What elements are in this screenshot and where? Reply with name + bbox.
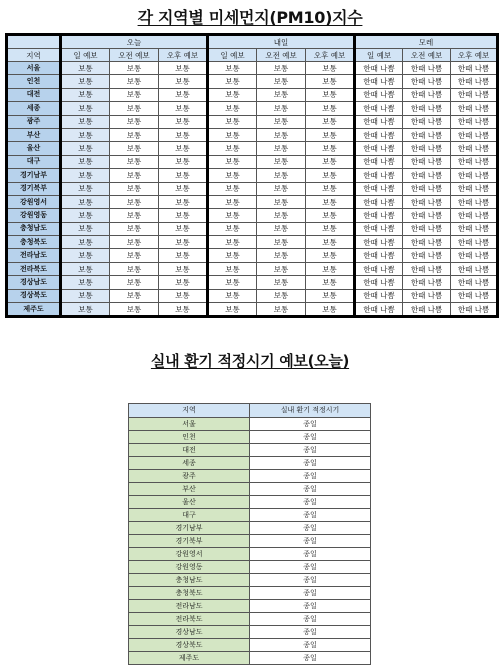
- forecast-cell: 보통: [306, 236, 355, 249]
- region-cell: 경상북도: [7, 289, 61, 302]
- forecast-cell: 한때 나쁨: [451, 115, 498, 128]
- region-cell: 인천: [7, 75, 61, 88]
- table-row: [129, 535, 371, 548]
- forecast-cell: 보통: [159, 75, 208, 88]
- forecast-cell: 보통: [257, 249, 306, 262]
- forecast-cell: 보통: [110, 195, 159, 208]
- forecast-cell: 한때 나쁨: [403, 102, 451, 115]
- forecast-cell: 한때 나쁨: [355, 303, 403, 317]
- forecast-cell: 한때 나쁨: [403, 222, 451, 235]
- forecast-cell: 한때 나쁨: [451, 62, 498, 75]
- table-row: [7, 128, 498, 141]
- forecast-cell: 보통: [61, 155, 110, 168]
- forecast-cell: 보통: [306, 142, 355, 155]
- forecast-cell: 한때 나쁨: [451, 195, 498, 208]
- forecast-cell: 보통: [61, 303, 110, 317]
- forecast-cell: 보통: [257, 169, 306, 182]
- forecast-cell: 보통: [61, 115, 110, 128]
- region-cell: 경기북부: [129, 535, 250, 548]
- forecast-cell: 한때 나쁨: [403, 249, 451, 262]
- forecast-cell: 보통: [257, 142, 306, 155]
- forecast-cell: 보통: [110, 142, 159, 155]
- region-cell: 광주: [129, 470, 250, 483]
- table-row: [7, 303, 498, 317]
- forecast-cell: 보통: [110, 262, 159, 275]
- group-header-tomorrow: 내일: [208, 35, 355, 49]
- forecast-cell: 보통: [257, 262, 306, 275]
- forecast-cell: 보통: [61, 276, 110, 289]
- forecast-cell: 보통: [208, 209, 257, 222]
- forecast-cell: 한때 나쁨: [355, 222, 403, 235]
- forecast-cell: 한때 나쁨: [403, 75, 451, 88]
- forecast-cell: 보통: [306, 75, 355, 88]
- group-header-day-after: 모레: [355, 35, 498, 49]
- forecast-cell: 보통: [110, 128, 159, 141]
- table-row: [7, 155, 498, 168]
- ventilation-time-cell: 종일: [250, 561, 371, 574]
- region-cell: 충청남도: [129, 574, 250, 587]
- forecast-cell: 보통: [159, 128, 208, 141]
- forecast-cell: 한때 나쁨: [403, 289, 451, 302]
- table-row: [129, 509, 371, 522]
- forecast-cell: 한때 나쁨: [451, 128, 498, 141]
- forecast-cell: 보통: [306, 169, 355, 182]
- ventilation-title: 실내 환기 적정시기 예보(오늘): [150, 352, 350, 370]
- forecast-cell: 보통: [208, 289, 257, 302]
- forecast-cell: 한때 나쁨: [355, 209, 403, 222]
- forecast-cell: 보통: [208, 62, 257, 75]
- region-cell: 세종: [7, 102, 61, 115]
- forecast-cell: 한때 나쁨: [355, 115, 403, 128]
- forecast-cell: 보통: [159, 249, 208, 262]
- region-column-header: 지역: [7, 49, 61, 62]
- forecast-cell: 보통: [110, 289, 159, 302]
- forecast-cell: 보통: [257, 115, 306, 128]
- region-cell: 대구: [7, 155, 61, 168]
- forecast-cell: 한때 나쁨: [451, 102, 498, 115]
- forecast-cell: 보통: [306, 115, 355, 128]
- forecast-cell: 보통: [208, 276, 257, 289]
- forecast-cell: 보통: [208, 182, 257, 195]
- subheader-am: 오전 예보: [257, 49, 306, 62]
- table-row: [7, 169, 498, 182]
- table-row: [129, 613, 371, 626]
- table-row: [129, 457, 371, 470]
- table-row: [7, 75, 498, 88]
- subheader-am: 오전 예보: [110, 49, 159, 62]
- ventilation-time-cell: 종일: [250, 535, 371, 548]
- forecast-cell: 한때 나쁨: [355, 249, 403, 262]
- table-row: [7, 102, 498, 115]
- forecast-cell: 보통: [159, 88, 208, 101]
- forecast-cell: 보통: [306, 222, 355, 235]
- table-row: [129, 548, 371, 561]
- forecast-cell: 보통: [208, 169, 257, 182]
- forecast-cell: 한때 나쁨: [355, 102, 403, 115]
- table-row: [7, 182, 498, 195]
- forecast-cell: 보통: [110, 115, 159, 128]
- table-row: [7, 236, 498, 249]
- forecast-cell: 한때 나쁨: [451, 75, 498, 88]
- region-cell: 세종: [129, 457, 250, 470]
- forecast-cell: 한때 나쁨: [355, 155, 403, 168]
- ventilation-time-cell: 종일: [250, 444, 371, 457]
- forecast-cell: 보통: [159, 222, 208, 235]
- region-cell: 전라북도: [7, 262, 61, 275]
- region-cell: 제주도: [129, 652, 250, 665]
- ventilation-time-cell: 종일: [250, 483, 371, 496]
- forecast-cell: 보통: [208, 142, 257, 155]
- forecast-cell: 보통: [159, 303, 208, 317]
- table-row: [7, 142, 498, 155]
- forecast-cell: 보통: [208, 195, 257, 208]
- forecast-cell: 보통: [159, 182, 208, 195]
- subheader-day: 일 예보: [355, 49, 403, 62]
- forecast-cell: 보통: [208, 155, 257, 168]
- forecast-cell: 한때 나쁨: [403, 182, 451, 195]
- table-row: [129, 470, 371, 483]
- forecast-cell: 보통: [208, 262, 257, 275]
- forecast-cell: 보통: [61, 236, 110, 249]
- table-row: [129, 483, 371, 496]
- pm10-forecast-table: [5, 33, 499, 318]
- forecast-cell: 한때 나쁨: [451, 249, 498, 262]
- forecast-cell: 한때 나쁨: [451, 236, 498, 249]
- ventilation-time-cell: 종일: [250, 548, 371, 561]
- forecast-cell: 한때 나쁨: [451, 169, 498, 182]
- forecast-cell: 보통: [306, 88, 355, 101]
- forecast-cell: 보통: [257, 75, 306, 88]
- forecast-cell: 보통: [306, 249, 355, 262]
- ventilation-region-header: 지역: [129, 404, 250, 418]
- forecast-cell: 보통: [61, 169, 110, 182]
- forecast-cell: 한때 나쁨: [403, 195, 451, 208]
- table-row: [7, 222, 498, 235]
- forecast-cell: 보통: [208, 75, 257, 88]
- table-row: [129, 600, 371, 613]
- forecast-cell: 한때 나쁨: [403, 142, 451, 155]
- forecast-cell: 한때 나쁨: [355, 289, 403, 302]
- forecast-cell: 보통: [208, 236, 257, 249]
- forecast-cell: 한때 나쁨: [403, 115, 451, 128]
- forecast-cell: 보통: [61, 182, 110, 195]
- region-cell: 경기남부: [7, 169, 61, 182]
- forecast-cell: 한때 나쁨: [355, 195, 403, 208]
- forecast-cell: 한때 나쁨: [355, 169, 403, 182]
- table-row: [7, 276, 498, 289]
- forecast-cell: 한때 나쁨: [403, 128, 451, 141]
- forecast-cell: 한때 나쁨: [451, 222, 498, 235]
- region-cell: 충청남도: [7, 222, 61, 235]
- region-cell: 울산: [129, 496, 250, 509]
- forecast-cell: 보통: [257, 303, 306, 317]
- forecast-cell: 한때 나쁨: [403, 169, 451, 182]
- forecast-cell: 보통: [257, 155, 306, 168]
- forecast-cell: 보통: [306, 155, 355, 168]
- forecast-cell: 한때 나쁨: [451, 262, 498, 275]
- forecast-cell: 보통: [110, 88, 159, 101]
- forecast-cell: 보통: [159, 289, 208, 302]
- ventilation-time-cell: 종일: [250, 613, 371, 626]
- forecast-cell: 보통: [110, 169, 159, 182]
- forecast-cell: 보통: [257, 222, 306, 235]
- region-cell: 경기북부: [7, 182, 61, 195]
- region-cell: 부산: [129, 483, 250, 496]
- forecast-cell: 보통: [159, 169, 208, 182]
- forecast-cell: 한때 나쁨: [355, 142, 403, 155]
- forecast-cell: 한때 나쁨: [451, 155, 498, 168]
- forecast-cell: 한때 나쁨: [403, 209, 451, 222]
- forecast-cell: 보통: [110, 155, 159, 168]
- forecast-cell: 보통: [110, 102, 159, 115]
- region-cell: 울산: [7, 142, 61, 155]
- ventilation-time-cell: 종일: [250, 418, 371, 431]
- table-row: [129, 639, 371, 652]
- ventilation-time-cell: 종일: [250, 626, 371, 639]
- forecast-cell: 보통: [61, 195, 110, 208]
- forecast-cell: 한때 나쁨: [355, 75, 403, 88]
- subheader-day: 일 예보: [208, 49, 257, 62]
- forecast-cell: 보통: [61, 62, 110, 75]
- region-cell: 강원영동: [129, 561, 250, 574]
- subheader-pm: 오후 예보: [451, 49, 498, 62]
- forecast-cell: 보통: [306, 195, 355, 208]
- forecast-cell: 보통: [257, 128, 306, 141]
- region-cell: 경기남부: [129, 522, 250, 535]
- forecast-cell: 보통: [110, 75, 159, 88]
- region-cell: 경상남도: [7, 276, 61, 289]
- forecast-cell: 보통: [159, 142, 208, 155]
- forecast-cell: 보통: [257, 102, 306, 115]
- forecast-cell: 한때 나쁨: [451, 142, 498, 155]
- forecast-cell: 한때 나쁨: [403, 62, 451, 75]
- ventilation-time-cell: 종일: [250, 509, 371, 522]
- region-cell: 전라남도: [129, 600, 250, 613]
- ventilation-time-cell: 종일: [250, 574, 371, 587]
- ventilation-time-cell: 종일: [250, 522, 371, 535]
- region-cell: 광주: [7, 115, 61, 128]
- forecast-cell: 보통: [159, 102, 208, 115]
- forecast-cell: 보통: [257, 62, 306, 75]
- forecast-cell: 보통: [61, 222, 110, 235]
- region-cell: 충청북도: [129, 587, 250, 600]
- forecast-cell: 보통: [61, 289, 110, 302]
- forecast-cell: 보통: [110, 236, 159, 249]
- ventilation-time-cell: 종일: [250, 457, 371, 470]
- forecast-cell: 보통: [257, 195, 306, 208]
- forecast-cell: 한때 나쁨: [403, 236, 451, 249]
- region-cell: 경상남도: [129, 626, 250, 639]
- forecast-cell: 보통: [257, 236, 306, 249]
- table-row: [129, 496, 371, 509]
- forecast-cell: 보통: [257, 289, 306, 302]
- forecast-cell: 보통: [159, 276, 208, 289]
- ventilation-time-cell: 종일: [250, 470, 371, 483]
- ventilation-table: [128, 403, 371, 665]
- forecast-cell: 보통: [306, 303, 355, 317]
- forecast-cell: 보통: [61, 262, 110, 275]
- forecast-cell: 보통: [306, 102, 355, 115]
- forecast-cell: 보통: [257, 182, 306, 195]
- forecast-cell: 한때 나쁨: [451, 182, 498, 195]
- region-cell: 부산: [7, 128, 61, 141]
- forecast-cell: 보통: [208, 88, 257, 101]
- forecast-cell: 보통: [61, 75, 110, 88]
- table-row: [7, 249, 498, 262]
- region-cell: 인천: [129, 431, 250, 444]
- forecast-cell: 한때 나쁨: [403, 303, 451, 317]
- table-row: [129, 431, 371, 444]
- region-header-spacer: [7, 35, 61, 49]
- region-cell: 제주도: [7, 303, 61, 317]
- region-cell: 대전: [129, 444, 250, 457]
- forecast-cell: 한때 나쁨: [451, 209, 498, 222]
- forecast-cell: 보통: [306, 182, 355, 195]
- forecast-cell: 보통: [110, 222, 159, 235]
- forecast-cell: 보통: [306, 62, 355, 75]
- ventilation-time-cell: 종일: [250, 639, 371, 652]
- forecast-cell: 보통: [306, 209, 355, 222]
- forecast-cell: 보통: [110, 303, 159, 317]
- ventilation-time-cell: 종일: [250, 431, 371, 444]
- forecast-cell: 보통: [110, 62, 159, 75]
- forecast-cell: 보통: [159, 62, 208, 75]
- group-header-today: 오늘: [61, 35, 208, 49]
- region-cell: 경상북도: [129, 639, 250, 652]
- forecast-cell: 한때 나쁨: [355, 276, 403, 289]
- forecast-cell: 보통: [306, 289, 355, 302]
- table-row: [7, 195, 498, 208]
- table-row: [129, 561, 371, 574]
- forecast-cell: 보통: [61, 88, 110, 101]
- forecast-cell: 보통: [61, 142, 110, 155]
- forecast-cell: 한때 나쁨: [451, 276, 498, 289]
- forecast-cell: 보통: [110, 249, 159, 262]
- forecast-cell: 보통: [257, 209, 306, 222]
- forecast-cell: 보통: [208, 115, 257, 128]
- table-row: [7, 209, 498, 222]
- forecast-cell: 한때 나쁨: [355, 236, 403, 249]
- region-cell: 전라북도: [129, 613, 250, 626]
- region-cell: 대구: [129, 509, 250, 522]
- ventilation-time-cell: 종일: [250, 600, 371, 613]
- forecast-cell: 한때 나쁨: [451, 289, 498, 302]
- forecast-cell: 보통: [61, 102, 110, 115]
- region-cell: 서울: [129, 418, 250, 431]
- region-cell: 강원영서: [7, 195, 61, 208]
- forecast-cell: 보통: [110, 276, 159, 289]
- forecast-cell: 한때 나쁨: [355, 88, 403, 101]
- subheader-pm: 오후 예보: [159, 49, 208, 62]
- forecast-cell: 보통: [159, 195, 208, 208]
- forecast-cell: 한때 나쁨: [403, 276, 451, 289]
- forecast-cell: 보통: [110, 209, 159, 222]
- ventilation-time-cell: 종일: [250, 496, 371, 509]
- forecast-cell: 보통: [257, 276, 306, 289]
- forecast-cell: 한때 나쁨: [355, 182, 403, 195]
- forecast-cell: 보통: [208, 249, 257, 262]
- table-row: [129, 652, 371, 665]
- forecast-cell: 보통: [61, 209, 110, 222]
- forecast-cell: 한때 나쁨: [403, 155, 451, 168]
- forecast-cell: 보통: [159, 155, 208, 168]
- forecast-cell: 보통: [61, 128, 110, 141]
- forecast-cell: 보통: [306, 262, 355, 275]
- table-row: [7, 289, 498, 302]
- table-row: [7, 88, 498, 101]
- forecast-cell: 보통: [208, 222, 257, 235]
- forecast-cell: 보통: [306, 276, 355, 289]
- forecast-cell: 보통: [159, 236, 208, 249]
- table-row: [7, 115, 498, 128]
- region-cell: 서울: [7, 62, 61, 75]
- region-cell: 대전: [7, 88, 61, 101]
- pm10-title: 각 지역별 미세먼지(PM10)지수: [137, 8, 363, 27]
- forecast-cell: 보통: [208, 102, 257, 115]
- forecast-cell: 한때 나쁨: [355, 262, 403, 275]
- table-row: [7, 262, 498, 275]
- table-row: [129, 626, 371, 639]
- forecast-cell: 보통: [257, 88, 306, 101]
- region-cell: 강원영동: [7, 209, 61, 222]
- region-cell: 강원영서: [129, 548, 250, 561]
- region-cell: 전라남도: [7, 249, 61, 262]
- table-row: [7, 62, 498, 75]
- forecast-cell: 한때 나쁨: [451, 88, 498, 101]
- subheader-am: 오전 예보: [403, 49, 451, 62]
- forecast-cell: 보통: [159, 115, 208, 128]
- forecast-cell: 보통: [159, 262, 208, 275]
- ventilation-time-cell: 종일: [250, 587, 371, 600]
- forecast-cell: 보통: [110, 182, 159, 195]
- forecast-cell: 보통: [208, 303, 257, 317]
- table-row: [129, 574, 371, 587]
- subheader-pm: 오후 예보: [306, 49, 355, 62]
- ventilation-time-cell: 종일: [250, 652, 371, 665]
- forecast-cell: 보통: [208, 128, 257, 141]
- forecast-cell: 보통: [61, 249, 110, 262]
- forecast-cell: 한때 나쁨: [355, 62, 403, 75]
- table-row: [129, 444, 371, 457]
- forecast-cell: 보통: [306, 128, 355, 141]
- table-row: [129, 522, 371, 535]
- forecast-cell: 한때 나쁨: [403, 88, 451, 101]
- ventilation-time-header: 실내 환기 적정시기: [250, 404, 371, 418]
- forecast-cell: 보통: [159, 209, 208, 222]
- table-row: [129, 418, 371, 431]
- table-row: [129, 587, 371, 600]
- forecast-cell: 한때 나쁨: [403, 262, 451, 275]
- region-cell: 충청북도: [7, 236, 61, 249]
- forecast-cell: 한때 나쁨: [451, 303, 498, 317]
- forecast-cell: 한때 나쁨: [355, 128, 403, 141]
- subheader-day: 일 예보: [61, 49, 110, 62]
